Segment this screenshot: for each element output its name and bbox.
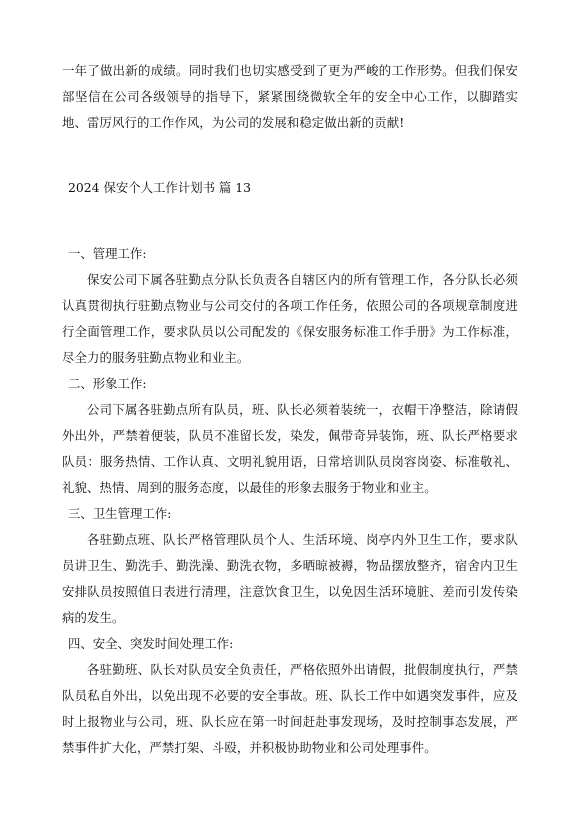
intro-paragraph: 一年了做出新的成绩。同时我们也切实感受到了更为严峻的工作形势。但我们保安部坚信在公司各级领导的指导下，紧紧围绕微软全年的安全中心工作，以脚踏实地、雷厉风行的工作作风，为公司的发展和稳定做出新的贡献! <box>62 63 518 130</box>
spacer <box>62 201 518 241</box>
section-heading-safety: 四、安全、突发时间处理工作: <box>68 636 234 651</box>
section-title: 2024 保安个人工作计划书 篇 13 <box>68 180 252 195</box>
section-body-image: 公司下属各驻勤点所有队员，班、队长必须着装统一，衣帽干净整洁，除请假外出外，严禁着便装，队员不准留长发，染发，佩带奇异装饰，班、队长严格要求队员：服务热情、工作认真、文明礼貌用语，日常培训队员岗容岗姿、标准敬礼、礼貌、热情、周到的服务态度，以最佳的形象去服务于物业和业主。 <box>62 402 518 495</box>
document-page <box>62 58 518 761</box>
section-body-hygiene: 各驻勤点班、队长严格管理队员个人、生活环境、岗亭内外卫生工作，要求队员讲卫生、勤洗手、勤洗澡、勤洗衣物，多晒晾被褥，物品摆放整齐，宿舍内卫生安排队员按照值日表进行清理，注意饮食卫生，以免因生活环境脏、差而引发传染病的发生。 <box>62 532 518 625</box>
section-heading-management: 一、管理工作: <box>68 246 147 261</box>
section-body-safety: 各驻勤班、队长对队员安全负责任，严格依照外出请假，批假制度执行，严禁队员私自外出，以免出现不必要的安全事故。班、队长工作中如遇突发事件，应及时上报物业与公司，班、队长应在第一时间赶赴事发现场，及时控制事态发展，严禁事件扩大化，严禁打架、斗殴，并积极协助物业和公司处理事件。 <box>62 662 518 755</box>
section-body-management: 保安公司下属各驻勤点分队长负责各自辖区内的所有管理工作，各分队长必须认真贯彻执行驻勤点物业与公司交付的各项工作任务，依照公司的各项规章制度进行全面管理工作，要求队员以公司配发的《保安服务标准工作手册》为工作标准，尽全力的服务驻勤点物业和业主。 <box>62 272 518 365</box>
section-heading-image: 二、形象工作: <box>68 376 147 391</box>
section-heading-hygiene: 三、卫生管理工作: <box>68 506 172 521</box>
spacer <box>62 136 518 175</box>
